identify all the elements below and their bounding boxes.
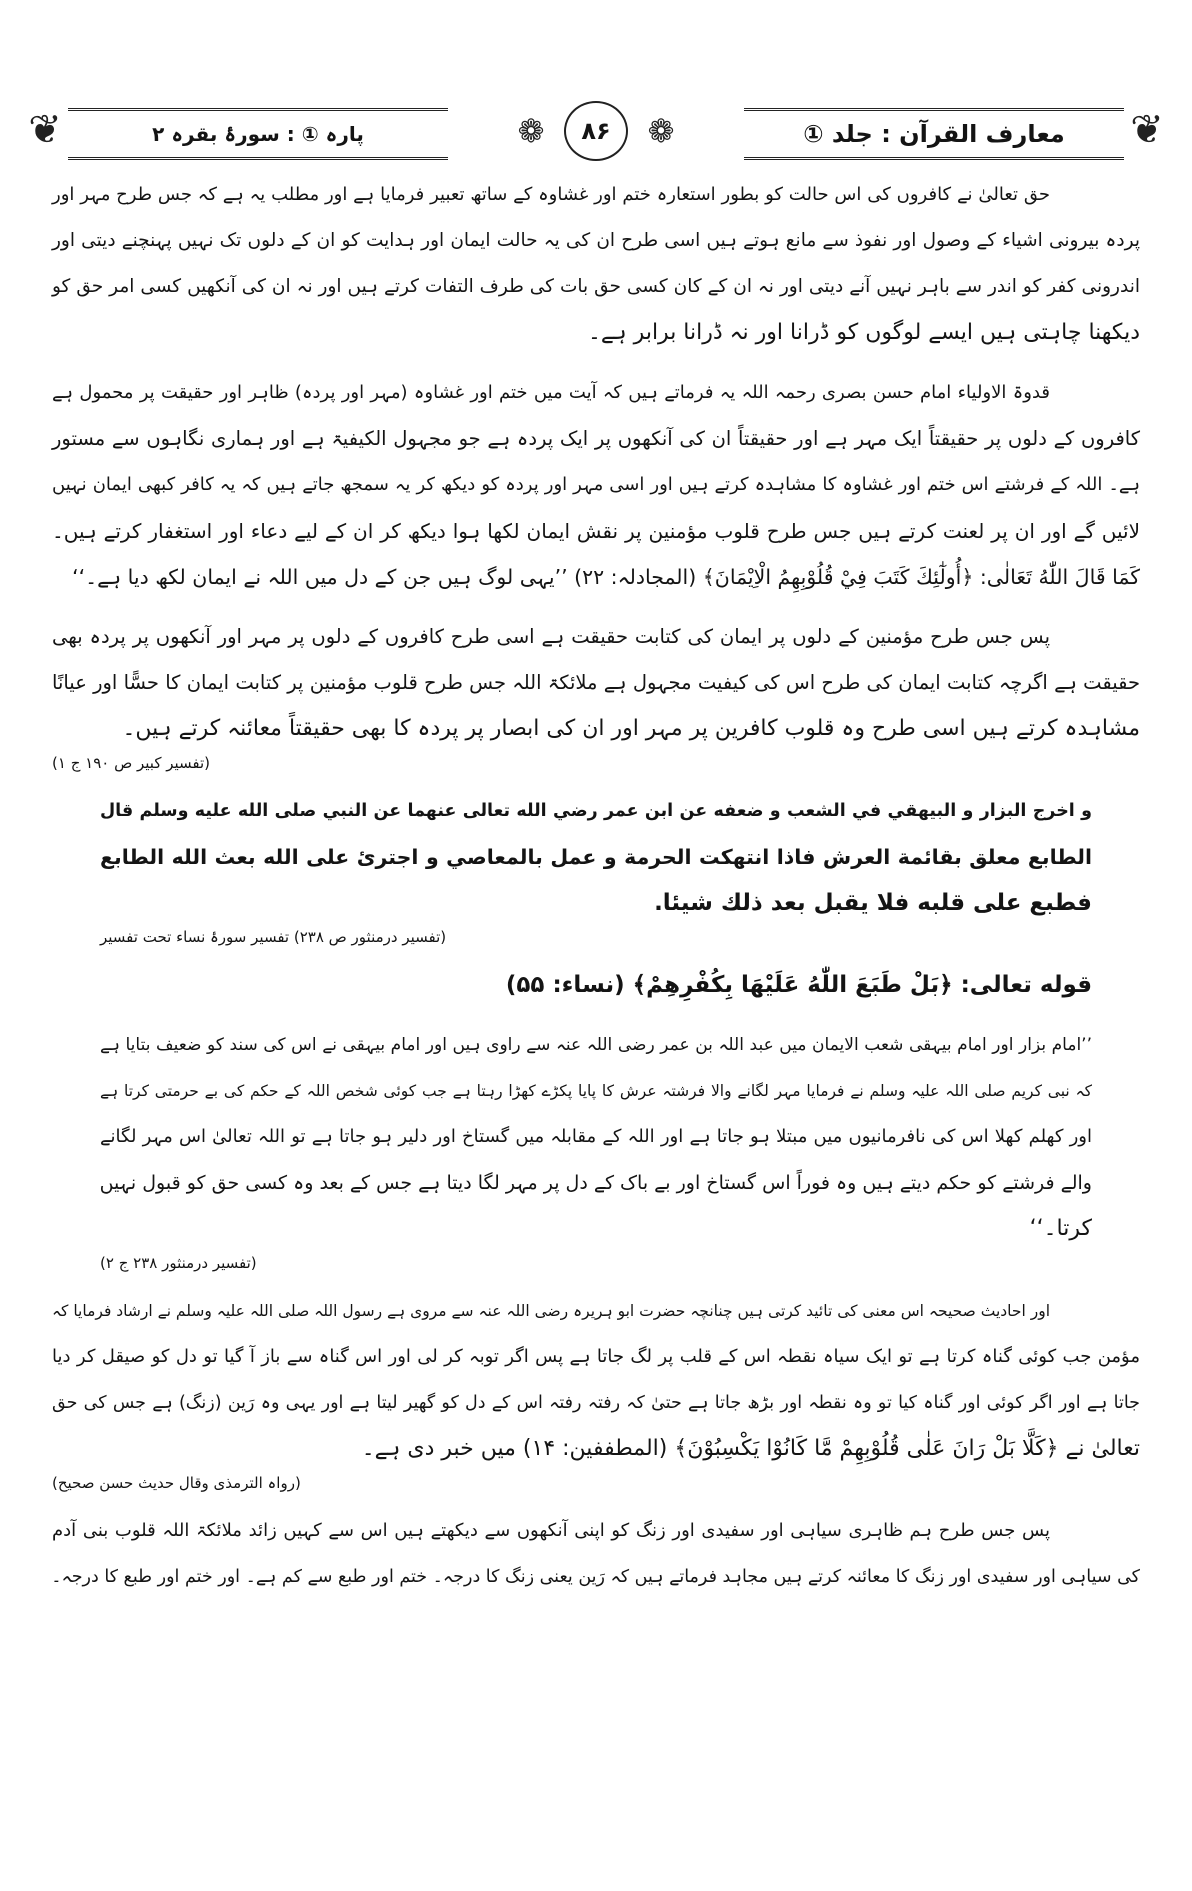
quoted-translation xyxy=(52,1022,1140,1274)
text-line: مؤمن جب کوئی گناہ کرتا ہے تو ایک سیاہ نقطہ اس کے قلب پر لگ جاتا ہے پس اگر توبہ کر لی اور اس گناہ سے باز آ گیا تو دل کو صیقل کر دیا xyxy=(52,1346,1140,1367)
page-body xyxy=(52,172,1140,1614)
arabic-text-block xyxy=(52,788,1140,948)
text-line: فطبع على قلبه فلا يقبل بعد ذلك شيئا. xyxy=(654,890,1092,916)
text-line: اور احادیث صحیحہ اس معنی کی تائید کرتی ہیں چنانچہ حضرت ابو ہریرہ رضی اللہ عنہ سے مروی ہے رسول اللہ صلی اللہ علیہ وسلم نے ارشاد فرمایا کہ xyxy=(51,1302,1050,1320)
text-line: پردہ بیرونی اشیاء کے وصول اور نفوذ سے مانع ہوتے ہیں اسی طرح ان کی یہ حالت ایمان اور ہدایت کو ان کے دلوں تک نہیں پہنچنے دیتی اور xyxy=(52,230,1140,251)
paragraph xyxy=(52,614,1140,774)
text-line: کافروں کے دلوں پر حقیقتاً ایک مہر ہے اور حقیقتاً ان کی آنکھوں پر ایک پردہ ہے جو مجہول الکیفیۃ ہے اور ہماری نگاہوں سے مستور xyxy=(52,427,1140,450)
citation: (تفسیر کبیر ص ۱۹۰ ج ۱) xyxy=(52,754,211,772)
ornament-icon: ❦ xyxy=(1130,107,1164,153)
citation: (رواہ الترمذی وقال حدیث حسن صحیح) xyxy=(52,1474,301,1492)
text-line: کرتا۔‘‘ xyxy=(1029,1216,1092,1241)
text-line: اندرونی کفر کو اندر سے باہر نہیں آنے دیتی اور نہ ان کے کان کسی حق بات کی طرف التفات کرتے ہیں اور نہ ان کی آنکھیں کسی امر حق کو xyxy=(52,276,1140,297)
citation: (تفسیر درمنثور ۲۳۸ ج ۲) xyxy=(100,1254,257,1272)
ornament-icon: ❦ xyxy=(28,107,62,153)
text-line: کہ نبی کریم صلی اللہ علیہ وسلم نے فرمایا مہر لگانے والا فرشتہ عرش کا پایا پکڑے کھڑا رہتا ہے جب کوئی شخص اللہ کے حکم کی بے حرمتی کرتا ہے xyxy=(100,1082,1092,1100)
section-label: پارہ ① : سورۂ بقرہ ۲ xyxy=(68,108,448,160)
text-line: جاتا ہے اور اگر کوئی اور گناہ کیا تو وہ نقطہ اور بڑھ جاتا ہے حتیٰ کہ رفتہ رفتہ اس کے دل کو گھیر لیتا ہے اور یہی وہ رَین (زنگ) ہے جس کی حق xyxy=(52,1393,1140,1413)
arabic-text-block xyxy=(52,962,1140,1008)
text-line: قوله تعالى: ﴿بَلْ طَبَعَ اللّٰهُ عَلَيْهَا بِكُفْرِهِمْ﴾ (نساء: ۵۵) xyxy=(505,972,1092,998)
text-line: پس جس طرح ہم ظاہری سیاہی اور سفیدی اور زنگ کو اپنی آنکھوں سے دیکھتے ہیں اس سے کہیں زائد ملائکۃ اللہ قلوب بنی آدم xyxy=(52,1520,1050,1541)
text-line: تعالیٰ نے ﴿كَلَّا بَلْ رَانَ عَلٰى قُلُوْبِهِمْ مَّا كَانُوْا يَكْسِبُوْنَ﴾ (المطففين: ۱۴) میں خبر دی ہے۔ xyxy=(361,1436,1140,1461)
page-number: ۸۶ xyxy=(564,101,628,161)
text-line: الطابع معلق بقائمة العرش فاذا انتهكت الحرمة و عمل بالمعاصي و اجترئ على الله بعث الله الطابع xyxy=(100,845,1092,869)
text-line: و اخرج البزار و البيهقي في الشعب و ضعفه عن ابن عمر رضي الله تعالى عنهما عن النبي صلى الله عليه وسلم قال xyxy=(100,801,1092,821)
text-line: پس جس طرح مؤمنین کے دلوں پر ایمان کی کتابت حقیقت ہے اسی طرح کافروں کے دلوں پر مہر اور آنکھوں پر پردہ بھی xyxy=(52,625,1050,648)
text-line: مشاہدہ کرتے ہیں اسی طرح وہ قلوب کافرین پر مہر اور ان کی ابصار پر پردہ کا بھی حقیقتاً معائنہ کرتے ہیں۔ xyxy=(122,716,1140,741)
text-line: ہے۔ اللہ کے فرشتے اس ختم اور غشاوہ کا مشاہدہ کرتے ہیں اور اسی مہر اور پردہ کو دیکھ کر یہ سمجھ جاتے ہیں کہ یہ کافر کبھی ایمان نہیں xyxy=(52,474,1140,495)
text-line: اور کھلم کھلا اس کی نافرمانیوں میں مبتلا ہو جاتا ہے اور اللہ کے مقابلہ میں گستاخ اور دلیر ہو جاتا ہے تو اللہ تعالیٰ اس مہر لگانے xyxy=(100,1126,1092,1147)
paragraph xyxy=(52,172,1140,356)
text-line: حق تعالیٰ نے کافروں کی اس حالت کو بطور استعارہ ختم اور غشاوہ کے ساتھ تعبیر فرمایا ہے اور مطلب یہ ہے کہ جس طرح مہر اور xyxy=(52,184,1050,205)
text-line: دیکھنا چاہتی ہیں ایسے لوگوں کو ڈرانا اور نہ ڈرانا برابر ہے۔ xyxy=(588,320,1140,345)
paragraph xyxy=(52,1288,1140,1494)
text-line: قدوۃ الاولیاء امام حسن بصری رحمہ اللہ یہ فرماتے ہیں کہ آیت میں ختم اور غشاوہ (مہر اور پردہ) ظاہر اور حقیقت پر محمول ہے xyxy=(52,382,1050,403)
text-line: لائیں گے اور ان پر لعنت کرتے ہیں جس طرح قلوب مؤمنین پر نقش ایمان لکھا ہوا دیکھ کر ان کے لیے دعاء اور استغفار کرتے ہیں۔ xyxy=(52,519,1140,543)
flourish-icon: ❁ xyxy=(517,112,545,150)
text-line: ’’امام بزار اور امام بیہقی شعب الایمان میں عبد اللہ بن عمر رضی اللہ عنہ سے راوی ہیں اور امام بیہقی نے اس کی سند کو ضعیف بتایا ہے xyxy=(100,1035,1092,1055)
citation: (تفسیر درمنثور ص ۲۳۸) تفسیر سورۂ نساء تحت تفسیر xyxy=(100,928,447,946)
text-line: كَمَا قَالَ اللّٰهُ تَعَالٰى: ﴿أُولٰٓئِكَ كَتَبَ فِيْ قُلُوْبِهِمُ الْاِيْمَانَ﴾ (المجادلہ: ۲۲) ’’یہی لوگ ہیں جن کے دل میں اللہ نے ایمان لکھ دیا ہے۔‘‘ xyxy=(72,565,1140,589)
paragraph xyxy=(52,370,1140,600)
flourish-icon: ❁ xyxy=(647,112,675,150)
text-line: حقیقت ہے اگرچہ کتابت ایمان کی طرح اس کی کیفیت مجہول ہے ملائکۃ اللہ جس طرح قلوب مؤمنین پر کتابت ایمان کا حسًّا اور عیانًا xyxy=(52,671,1140,694)
paragraph xyxy=(52,1508,1140,1600)
text-line: والے فرشتے کو حکم دیتے ہیں وہ فوراً اس گستاخ اور بے باک کے دل پر مہر لگا دیتا ہے جس کے بعد وہ کسی حق کو قبول نہیں xyxy=(99,1172,1092,1194)
page-number-medallion xyxy=(496,100,696,162)
book-title: معارف القرآن : جلد ① xyxy=(744,108,1124,160)
text-line: کی سیاہی اور سفیدی اور زنگ کا معائنہ کرتے ہیں مجاہد فرماتے ہیں کہ رَین یعنی زنگ کا درجہ۔ ختم اور طبع سے کم ہے۔ اور ختم اور طبع کا درجہ۔ xyxy=(51,1567,1140,1587)
page-header xyxy=(28,100,1164,164)
